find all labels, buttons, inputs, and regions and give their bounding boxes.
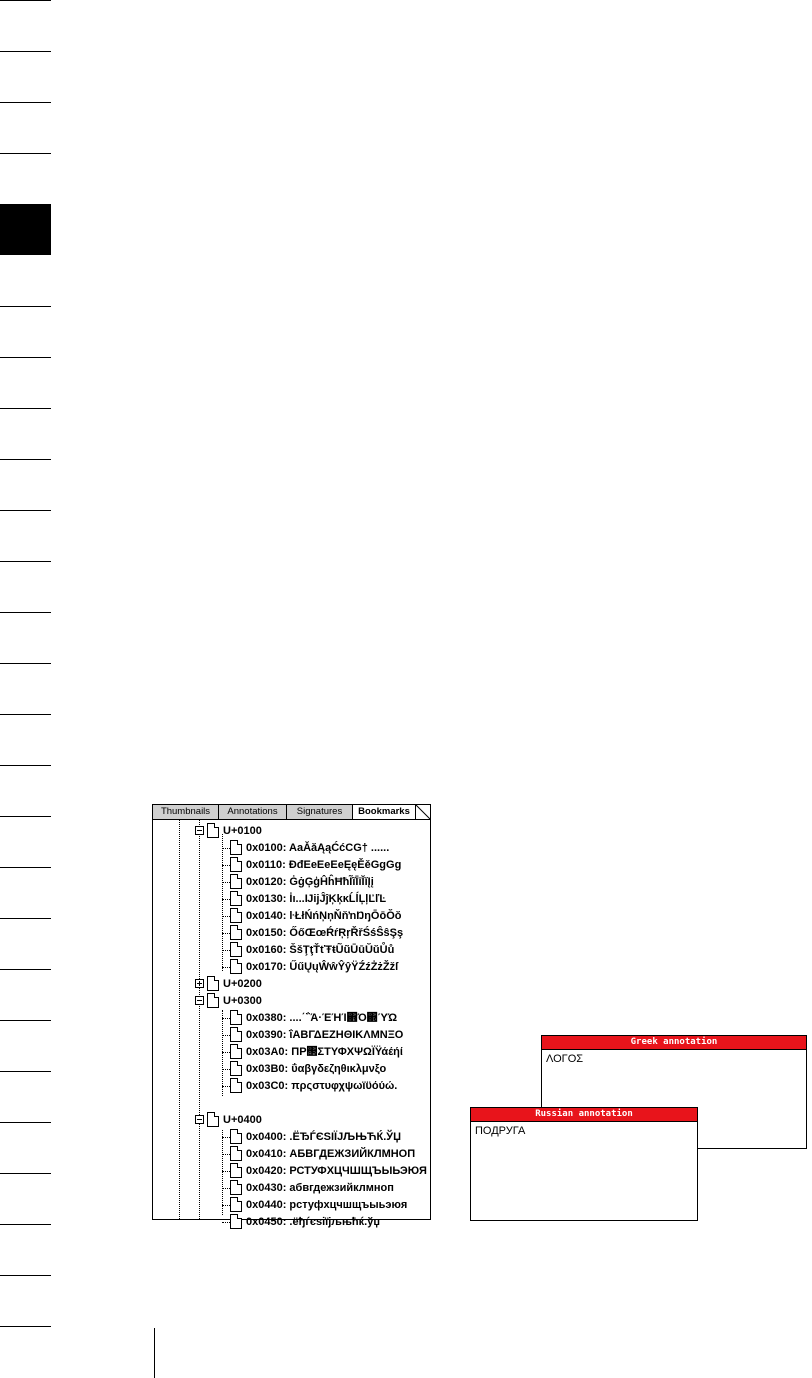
tab-signatures[interactable]: Signatures	[287, 805, 353, 819]
bookmark-item[interactable]	[230, 1196, 407, 1213]
margin-rule	[0, 1020, 51, 1021]
annotation-title-bar[interactable]: Russian annotation	[471, 1108, 697, 1122]
margin-rule	[0, 510, 51, 511]
bookmark-node-u0200[interactable]	[195, 975, 262, 992]
margin-rule	[0, 1122, 51, 1123]
margin-rule	[0, 306, 51, 307]
tree-guide-line	[199, 820, 200, 1219]
page-icon	[230, 1061, 242, 1076]
bookmark-label: 0x0140: ŀŁłŃńŅņŇňŉŊŋŌōŎŏ	[246, 909, 402, 922]
bookmark-node-u0300[interactable]	[195, 992, 262, 1009]
bookmark-label: 0x0390: ΐΑΒΓΔΕΖΗΘΙΚΛΜΝΞΟ	[246, 1028, 404, 1041]
bookmark-item[interactable]	[230, 1128, 401, 1145]
tab-annotations[interactable]: Annotations	[219, 805, 287, 819]
bookmark-item[interactable]	[230, 1026, 403, 1043]
bookmark-item[interactable]	[230, 907, 401, 924]
annotation-text[interactable]: ΛΟΓΟΣ	[546, 1053, 584, 1065]
margin-rule	[0, 969, 51, 970]
page-icon	[207, 823, 219, 838]
page-icon	[230, 942, 242, 957]
bookmark-tree	[153, 820, 430, 1228]
margin-rule	[0, 102, 51, 103]
margin-rule	[0, 1275, 51, 1276]
bookmark-label: 0x0400: .ЁЂЃЄЅІЇЈЉЊЋЌ.ЎЏ	[246, 1130, 402, 1143]
page-icon	[230, 1010, 242, 1025]
tree-branch	[222, 933, 230, 934]
tree-branch	[222, 1154, 230, 1155]
page-icon	[230, 1163, 242, 1178]
page-icon	[207, 1112, 219, 1127]
tree-branch	[222, 1137, 230, 1138]
margin-rule	[0, 816, 51, 817]
page-icon	[230, 1078, 242, 1093]
page-icon	[230, 1180, 242, 1195]
tree-branch	[222, 1052, 230, 1053]
tree-guide-line	[222, 1010, 223, 1096]
bookmark-label: 0x0100: AaĂăĄąĆćCG† ......	[246, 841, 390, 854]
bookmark-item[interactable]	[230, 1145, 415, 1162]
page-icon	[230, 874, 242, 889]
bookmark-label: 0x0170: ŰűŲųŴŵŶŷŸŹźŻżŽžſ	[246, 960, 399, 973]
page-icon	[230, 1044, 242, 1059]
bookmark-item[interactable]	[230, 1077, 397, 1094]
panel-tab-bar	[153, 805, 430, 820]
tree-guide-line	[179, 820, 180, 1219]
bookmarks-panel	[152, 804, 431, 1228]
tree-branch	[222, 882, 230, 883]
bookmark-label: 0x0110: ĐđEeEeEeĘęĚěGgGg	[246, 858, 402, 871]
margin-rule	[0, 357, 51, 358]
bookmark-node-u0400[interactable]	[195, 1111, 262, 1128]
tree-branch	[222, 865, 230, 866]
page-icon	[230, 1146, 242, 1161]
bookmark-label: 0x0410: АБВГДЕЖЗИЙКЛМНОП	[246, 1147, 416, 1160]
bookmark-label: 0x0120: ĠġĢģĤĥĦħĨĩĪīĬĭĮį	[246, 875, 374, 888]
page-icon	[230, 1197, 242, 1212]
page-icon	[230, 840, 242, 855]
bookmark-label: 0x03A0: ΠΡ΢ΣΤΥΦΧΨΩΪΫάέήί	[246, 1045, 403, 1058]
tree-guide-line	[222, 1130, 223, 1215]
tree-branch	[222, 1171, 230, 1172]
tree-branch	[222, 1222, 230, 1223]
bookmark-item[interactable]	[230, 890, 386, 907]
tree-branch	[222, 1018, 230, 1019]
bookmark-item[interactable]	[230, 839, 389, 856]
margin-rule	[0, 51, 51, 52]
page-icon	[207, 993, 219, 1008]
margin-rule	[0, 408, 51, 409]
tree-branch	[222, 1205, 230, 1206]
bookmark-item[interactable]	[230, 1009, 397, 1026]
russian-annotation-window[interactable]	[470, 1107, 698, 1221]
margin-rule	[0, 153, 51, 154]
margin-rule	[0, 663, 51, 664]
bookmark-label: U+0300	[223, 994, 262, 1007]
bookmark-label: U+0200	[223, 977, 262, 990]
page-icon	[230, 1129, 242, 1144]
bookmark-label: 0x03C0: πρςστυφχψωϊϋόύώ.	[246, 1079, 398, 1092]
tab-corner-icon	[416, 805, 430, 819]
bookmark-label: 0x0450: .ёђѓєѕіїјљњћќ.ўџ	[246, 1215, 380, 1228]
tree-branch	[222, 1086, 230, 1087]
page-icon	[230, 959, 242, 974]
bookmark-label: 0x03B0: ΰαβγδεζηθικλμνξο	[246, 1062, 387, 1075]
bookmark-label: 0x0430: абвгдежзийклмноп	[246, 1181, 394, 1194]
margin-rule	[0, 612, 51, 613]
bookmark-item[interactable]	[230, 1213, 380, 1230]
bookmark-item[interactable]	[230, 958, 398, 975]
margin-rule	[0, 0, 51, 1]
bookmark-item[interactable]	[230, 941, 394, 958]
bookmark-label: 0x0130: İı...ĲĳĴĵĶķĸĹĺĻļĽľĿ	[246, 892, 387, 905]
tree-branch	[222, 899, 230, 900]
tree-branch	[222, 848, 230, 849]
collapse-icon[interactable]	[195, 1115, 204, 1124]
bookmark-node-u0100[interactable]	[195, 822, 262, 839]
bookmark-label: U+0100	[223, 824, 262, 837]
bookmark-item[interactable]	[230, 1162, 427, 1179]
collapse-icon[interactable]	[195, 826, 204, 835]
bookmark-item[interactable]	[230, 856, 401, 873]
margin-rule	[0, 561, 51, 562]
margin-rule	[0, 1224, 51, 1225]
margin-rule	[0, 765, 51, 766]
annotation-text[interactable]: ПОДРУГА	[475, 1125, 526, 1137]
bookmark-item[interactable]	[230, 1179, 394, 1196]
tree-branch	[222, 967, 230, 968]
margin-rule	[0, 1173, 51, 1174]
margin-rule	[0, 1326, 51, 1327]
margin-rule	[0, 459, 51, 460]
page-icon	[230, 1214, 242, 1229]
page-icon	[230, 857, 242, 872]
bookmark-label: 0x0380: ....΄΅Ά·ΈΉΊ΋Ό΍ΎΏ	[246, 1011, 398, 1024]
tree-branch	[222, 1069, 230, 1070]
tree-branch	[222, 916, 230, 917]
tree-branch	[222, 1035, 230, 1036]
margin-rule	[0, 918, 51, 919]
bookmark-label: 0x0440: рстуфхцчшщъыьэюя	[246, 1198, 408, 1211]
bookmark-item[interactable]	[230, 1043, 403, 1060]
bookmark-item[interactable]	[230, 1060, 386, 1077]
bookmark-label: U+0400	[223, 1113, 262, 1126]
bookmark-item[interactable]	[230, 924, 403, 941]
page-icon	[230, 891, 242, 906]
tab-bookmarks[interactable]: Bookmarks	[353, 805, 416, 819]
page-icon	[230, 925, 242, 940]
tree-branch	[222, 950, 230, 951]
margin-rule	[0, 1071, 51, 1072]
page-icon	[230, 1027, 242, 1042]
tab-thumbnails[interactable]: Thumbnails	[153, 805, 219, 819]
bookmark-item[interactable]	[230, 873, 374, 890]
page-icon	[230, 908, 242, 923]
bookmark-label: 0x0160: ŠšŢţŤťŦŧŨũŪūŬŭŮů	[246, 943, 395, 956]
bookmark-label: 0x0420: РСТУФХЦЧШЩЪЫЬЭЮЯ	[246, 1164, 427, 1177]
collapse-icon[interactable]	[195, 996, 204, 1005]
expand-icon[interactable]	[195, 979, 204, 988]
margin-rule	[0, 714, 51, 715]
annotation-title-bar[interactable]: Greek annotation	[542, 1036, 806, 1050]
bookmark-label: 0x0150: ŐőŒœŔŕŖŗŘřŚśŜŝŞş	[246, 926, 404, 939]
page-icon	[207, 976, 219, 991]
margin-chapter-tab	[0, 204, 51, 255]
tree-branch	[222, 1188, 230, 1189]
margin-rule	[0, 867, 51, 868]
footer-vertical-rule	[154, 1328, 155, 1378]
